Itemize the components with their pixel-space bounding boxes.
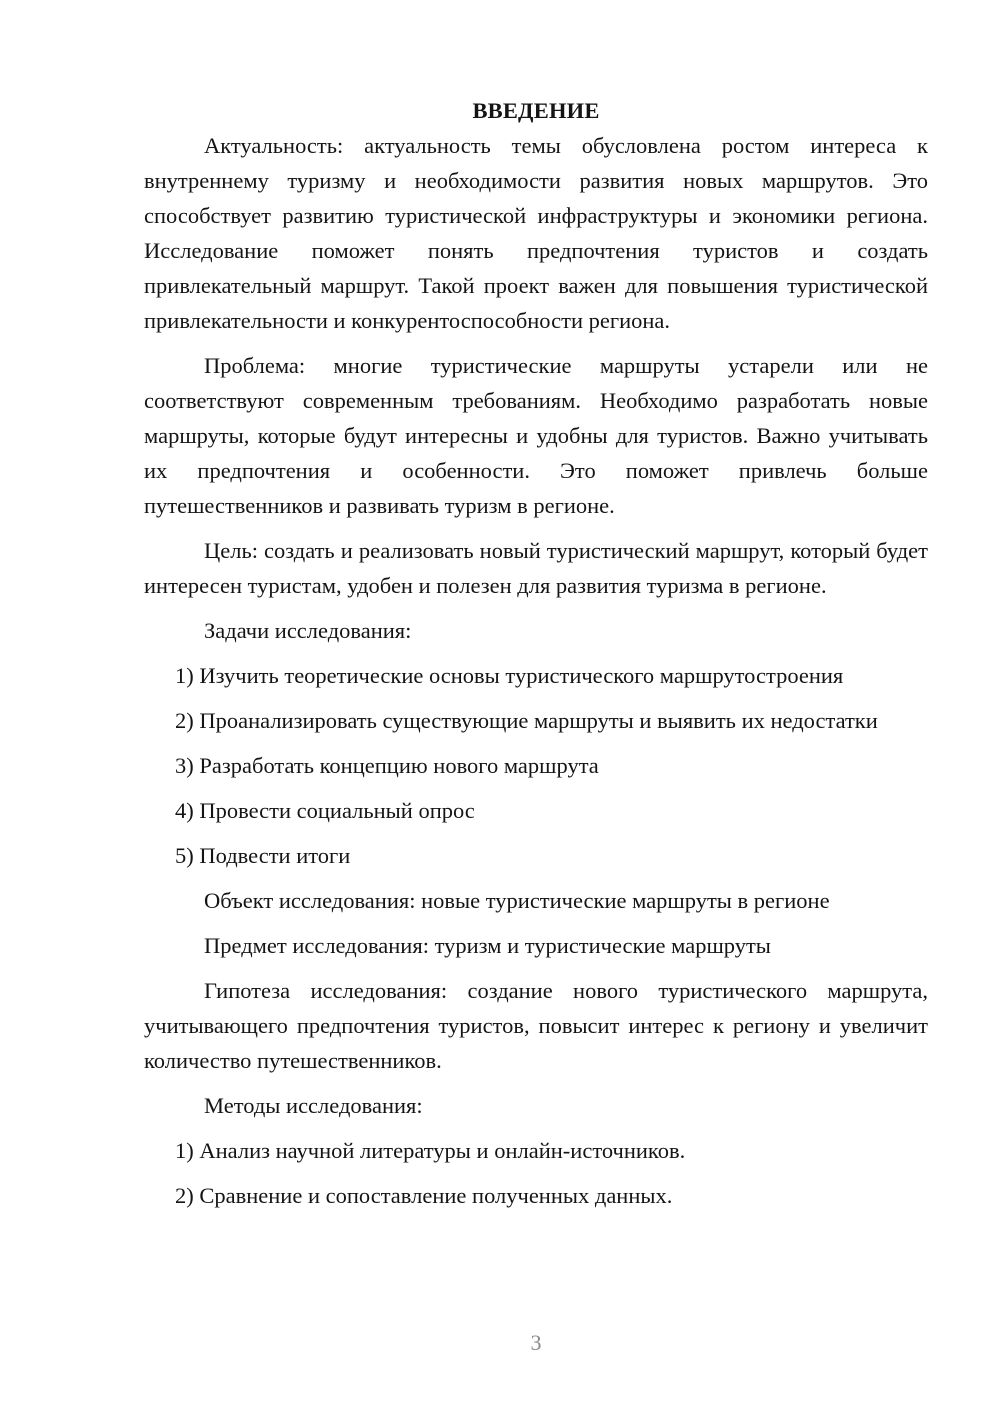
task-item-1: 1) Изучить теоретические основы туристического маршрутостроения [175, 663, 844, 688]
task-item-3: 3) Разработать концепцию нового маршрута [175, 753, 599, 778]
page-content [144, 93, 928, 1213]
hypothesis-paragraph: Гипотеза исследования: создание нового туристического маршрута, учитывающего предпочтения туристов, повысит интерес к региону и увеличит количество путешественников. [144, 978, 928, 1073]
goal-paragraph: Цель: создать и реализовать новый туристический маршрут, который будет интересен туристам, удобен и полезен для развития туризма в регионе. [144, 538, 928, 598]
method-item-1: 1) Анализ научной литературы и онлайн-источников. [175, 1138, 686, 1163]
methods-heading: Методы исследования: [204, 1093, 423, 1118]
relevance-paragraph: Актуальность: актуальность темы обусловлена ростом интереса к внутреннему туризму и необходимости развития новых маршрутов. Это способствует развитию туристической инфраструктуры и экономики региона. Исследование поможет понять предпочтения туристов и создать привлекательный маршрут. Такой проект важен для повышения туристической привлекательности и конкурентоспособности региона. [144, 133, 928, 333]
tasks-heading: Задачи исследования: [204, 618, 412, 643]
object-line: Объект исследования: новые туристические маршруты в регионе [204, 888, 830, 913]
problem-paragraph: Проблема: многие туристические маршруты устарели или не соответствуют современным требованиям. Необходимо разработать новые маршруты, которые будут интересны и удобны для туристов. Важно учитывать их предпочтения и особенности. Это поможет привлечь больше путешественников и развивать туризм в регионе. [144, 353, 928, 518]
task-item-5: 5) Подвести итоги [175, 843, 351, 868]
page-title: ВВЕДЕНИЕ [472, 98, 600, 123]
subject-line: Предмет исследования: туризм и туристические маршруты [204, 933, 771, 958]
method-item-2: 2) Сравнение и сопоставление полученных данных. [175, 1183, 673, 1208]
task-item-4: 4) Провести социальный опрос [175, 798, 475, 823]
task-item-2: 2) Проанализировать существующие маршруты и выявить их недостатки [175, 708, 878, 733]
page-number: 3 [530, 1330, 542, 1355]
